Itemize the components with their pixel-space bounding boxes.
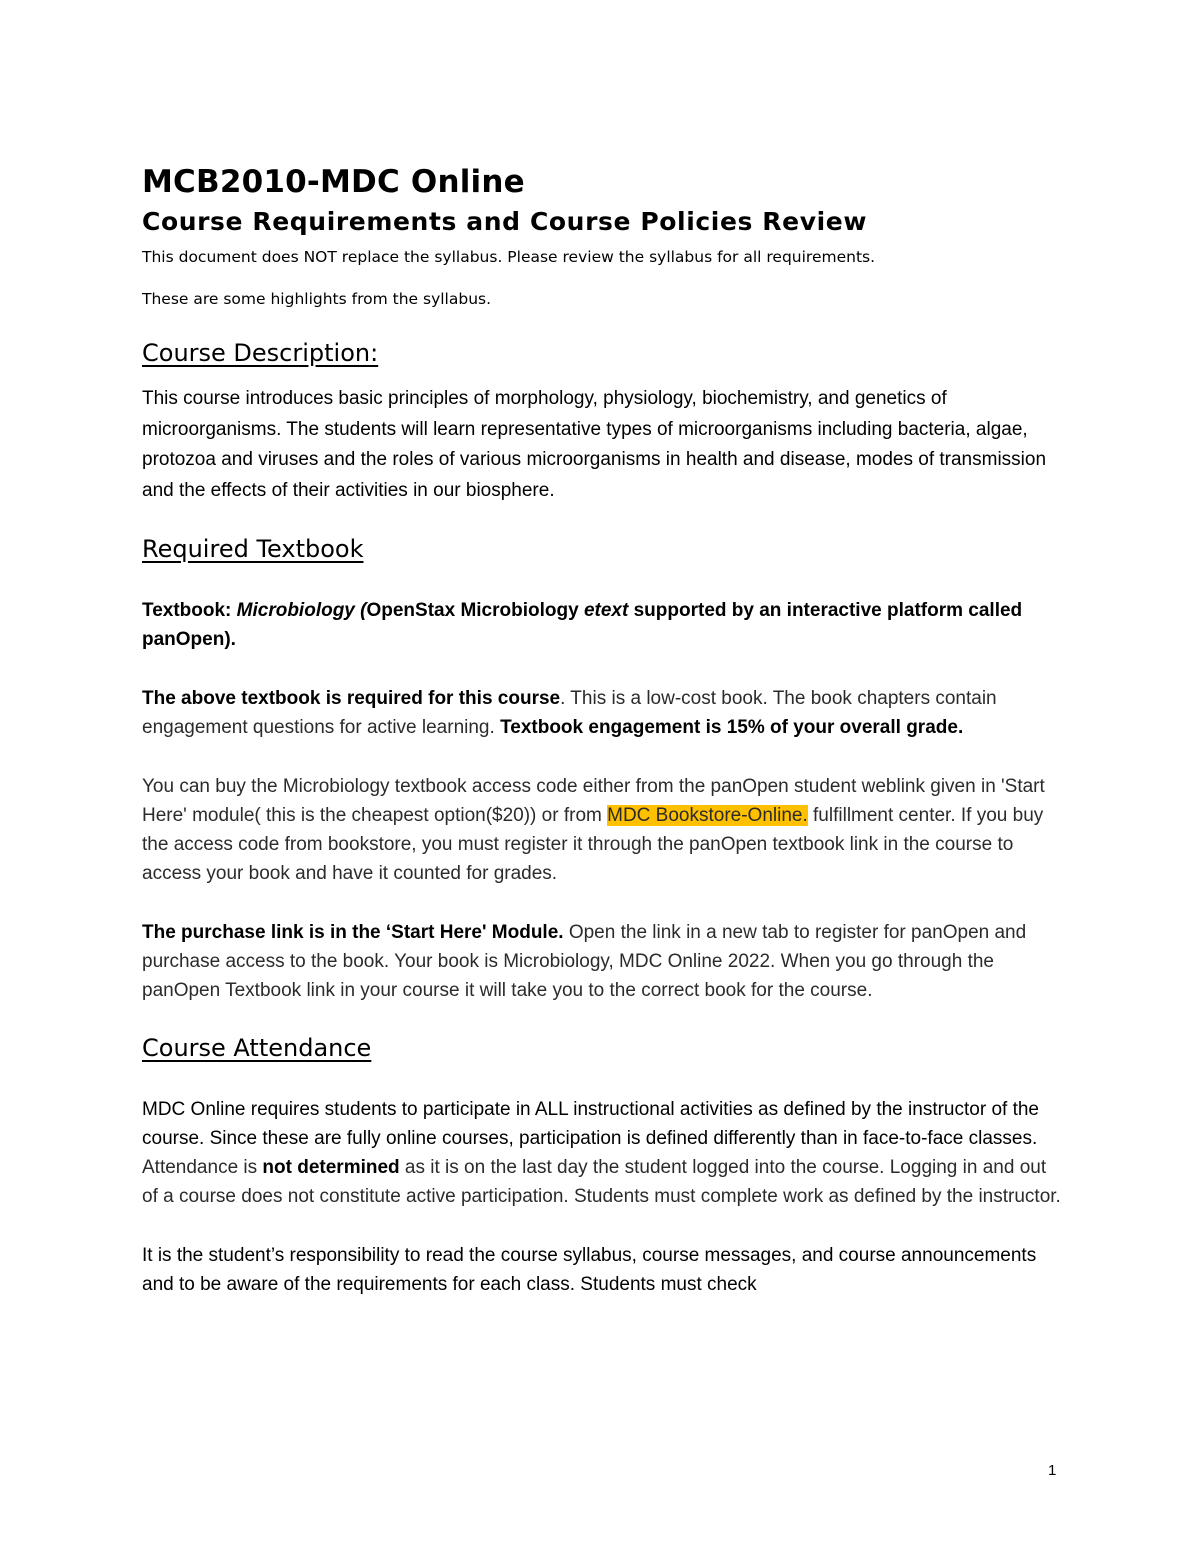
textbook-publisher: OpenStax Microbiology <box>366 600 584 621</box>
engagement-grade-text: Textbook engagement is 15% of your overall grade. <box>500 717 964 738</box>
fulfillment-text: fulfillment center. If you buy the access code from bookstore, you must register it through the panOpen textbook link in the course to access your book and have it counted for grades. <box>142 805 1044 884</box>
purchase-link-text: The purchase link is in the ‘Start Here' Module. <box>142 922 564 943</box>
low-cost-text: . This is a low-cost book. The book chapters contain engagement questions for active learning. <box>142 688 997 738</box>
document-subtitle: Course Requirements and Course Policies Review <box>142 207 868 236</box>
textbook-required-paragraph <box>142 684 1062 742</box>
register-instructions-text: Open the link in a new tab to register for panOpen and purchase access to the book. Your book is Microbiology, MDC Online 2022. When you go through the panOpen Textbook link in your course it will take you to the correct book for the course. <box>142 922 1027 1001</box>
participation-text: MDC Online requires students to participate in ALL instructional activities as defined by the instructor of the course. Since these are fully online courses, participation is defined differently than in face-to-face classes. <box>142 1099 1039 1149</box>
bookstore-online-link[interactable]: MDC Bookstore-Online. <box>607 805 808 826</box>
textbook-etext: etext <box>583 600 629 621</box>
page-number: 1 <box>1048 1462 1057 1479</box>
highlights-note: These are some highlights from the syllabus. <box>142 290 492 308</box>
attendance-rest-text: as it is on the last day the student logged into the course. Logging in and out of a course does not constitute active participation. Students must complete work as defined by the instructor. <box>142 1157 1061 1207</box>
course-attendance-heading: Course Attendance <box>142 1034 372 1062</box>
responsibility-paragraph: It is the student’s responsibility to read the course syllabus, course messages, and course announcements and to be aware of the requirements for each class. Students must check <box>142 1245 1037 1295</box>
textbook-info-paragraph <box>142 596 1062 654</box>
attendance-paragraph <box>142 1095 1062 1211</box>
not-determined-text: not determined <box>262 1157 400 1178</box>
textbook-platform: supported by an interactive platform called panOpen). <box>142 600 1023 650</box>
purchase-link-paragraph <box>142 918 1062 1005</box>
textbook-required-text: The above textbook is required for this course <box>142 688 561 709</box>
purchase-options-text: You can buy the Microbiology textbook access code either from the panOpen student weblink given in 'Start Here' module( this is the cheapest option($20)) or from <box>142 776 1045 826</box>
textbook-label: Textbook: <box>142 600 237 621</box>
purchase-options-paragraph <box>142 772 1062 888</box>
attendance-prefix-text: Attendance is <box>142 1157 263 1178</box>
document-title: MCB2010-MDC Online <box>142 164 525 200</box>
course-description-text: This course introduces basic principles of morphology, physiology, biochemistry, and genetics of microorganisms. The students will learn representative types of microorganisms including bacteria, algae, protozoa and viruses and the roles of various microorganisms in health and disease, modes of transmission and the effects of their activities in our biosphere. <box>142 388 1047 501</box>
document-body <box>142 160 1062 1299</box>
disclaimer-note: This document does NOT replace the syllabus. Please review the syllabus for all requirements. <box>142 248 876 266</box>
textbook-title: Microbiology ( <box>236 600 367 621</box>
course-description-heading: Course Description: <box>142 339 379 367</box>
required-textbook-heading: Required Textbook <box>142 535 364 563</box>
